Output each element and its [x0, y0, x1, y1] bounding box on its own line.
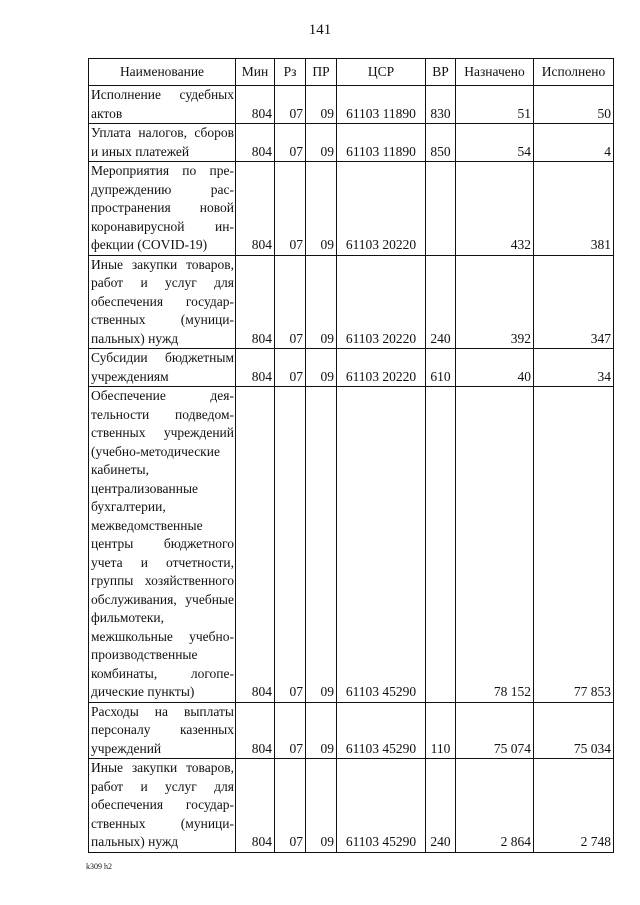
row-vr: 110 [426, 702, 456, 759]
row-vr [426, 387, 456, 703]
header-rz: Рз [275, 59, 306, 86]
row-vr: 240 [426, 255, 456, 349]
row-vr: 240 [426, 759, 456, 853]
header-name: Наименование [89, 59, 236, 86]
row-rz: 07 [275, 255, 306, 349]
row-pr: 09 [306, 759, 337, 853]
row-min: 804 [236, 162, 275, 256]
table-row [89, 387, 614, 703]
row-min: 804 [236, 387, 275, 703]
row-pr: 09 [306, 702, 337, 759]
table-row [89, 86, 614, 124]
row-csr: 61103 20220 [337, 255, 426, 349]
row-name: Иные закупки товаров, работ и услуг для обеспечения государственных (муниципальных) нужд [89, 255, 236, 349]
row-assigned: 75 074 [456, 702, 534, 759]
row-assigned: 78 152 [456, 387, 534, 703]
budget-table [88, 58, 614, 853]
row-rz: 07 [275, 702, 306, 759]
row-csr: 61103 20220 [337, 162, 426, 256]
row-csr: 61103 45290 [337, 387, 426, 703]
row-name: Обеспечение деятельности подведомственных учреждений (учебно-методические кабинеты, централизованные бухгалтерии, межведомственные центры бюджетного учета и отчетности, группы хозяйственного обслуживания, учебные фильмотеки, межшкольные учебно-производственные комбинаты, логопедические пункты) [89, 387, 236, 703]
page-number: 141 [308, 22, 332, 38]
row-csr: 61103 45290 [337, 702, 426, 759]
row-pr: 09 [306, 86, 337, 124]
row-assigned: 432 [456, 162, 534, 256]
row-csr: 61103 11890 [337, 86, 426, 124]
row-rz: 07 [275, 162, 306, 256]
row-pr: 09 [306, 124, 337, 162]
row-rz: 07 [275, 759, 306, 853]
row-name: Мероприятия по предупреждению распространения новой коронавирусной инфекции (COVID-19) [89, 162, 236, 256]
row-min: 804 [236, 86, 275, 124]
row-assigned: 51 [456, 86, 534, 124]
row-executed: 347 [534, 255, 614, 349]
row-vr [426, 162, 456, 256]
table-row [89, 255, 614, 349]
footer-code: k309 h2 [86, 862, 112, 871]
header-executed: Исполнено [534, 59, 614, 86]
table-row [89, 124, 614, 162]
row-min: 804 [236, 702, 275, 759]
row-min: 804 [236, 255, 275, 349]
header-row [89, 59, 614, 86]
row-name: Уплата налогов, сборов и иных платежей [89, 124, 236, 162]
row-name: Иные закупки товаров, работ и услуг для обеспечения государственных (муниципальных) нужд [89, 759, 236, 853]
row-executed: 34 [534, 349, 614, 387]
header-vr: ВР [426, 59, 456, 86]
row-min: 804 [236, 349, 275, 387]
row-rz: 07 [275, 349, 306, 387]
row-executed: 4 [534, 124, 614, 162]
row-name: Субсидии бюджетным учреждениям [89, 349, 236, 387]
row-assigned: 392 [456, 255, 534, 349]
header-pr: ПР [306, 59, 337, 86]
row-vr: 830 [426, 86, 456, 124]
row-pr: 09 [306, 349, 337, 387]
row-assigned: 54 [456, 124, 534, 162]
row-vr: 610 [426, 349, 456, 387]
row-executed: 50 [534, 86, 614, 124]
header-csr: ЦСР [337, 59, 426, 86]
row-name: Исполнение судебных актов [89, 86, 236, 124]
row-pr: 09 [306, 387, 337, 703]
row-rz: 07 [275, 124, 306, 162]
row-min: 804 [236, 759, 275, 853]
row-rz: 07 [275, 387, 306, 703]
row-assigned: 2 864 [456, 759, 534, 853]
table-row [89, 759, 614, 853]
header-assigned: Назначено [456, 59, 534, 86]
row-executed: 75 034 [534, 702, 614, 759]
row-pr: 09 [306, 255, 337, 349]
row-csr: 61103 11890 [337, 124, 426, 162]
row-rz: 07 [275, 86, 306, 124]
row-csr: 61103 45290 [337, 759, 426, 853]
row-executed: 77 853 [534, 387, 614, 703]
header-min: Мин [236, 59, 275, 86]
row-vr: 850 [426, 124, 456, 162]
table-row [89, 702, 614, 759]
row-executed: 381 [534, 162, 614, 256]
row-name: Расходы на выплаты персоналу казенных учреждений [89, 702, 236, 759]
table-row [89, 349, 614, 387]
row-pr: 09 [306, 162, 337, 256]
row-executed: 2 748 [534, 759, 614, 853]
row-assigned: 40 [456, 349, 534, 387]
row-min: 804 [236, 124, 275, 162]
table-row [89, 162, 614, 256]
row-csr: 61103 20220 [337, 349, 426, 387]
